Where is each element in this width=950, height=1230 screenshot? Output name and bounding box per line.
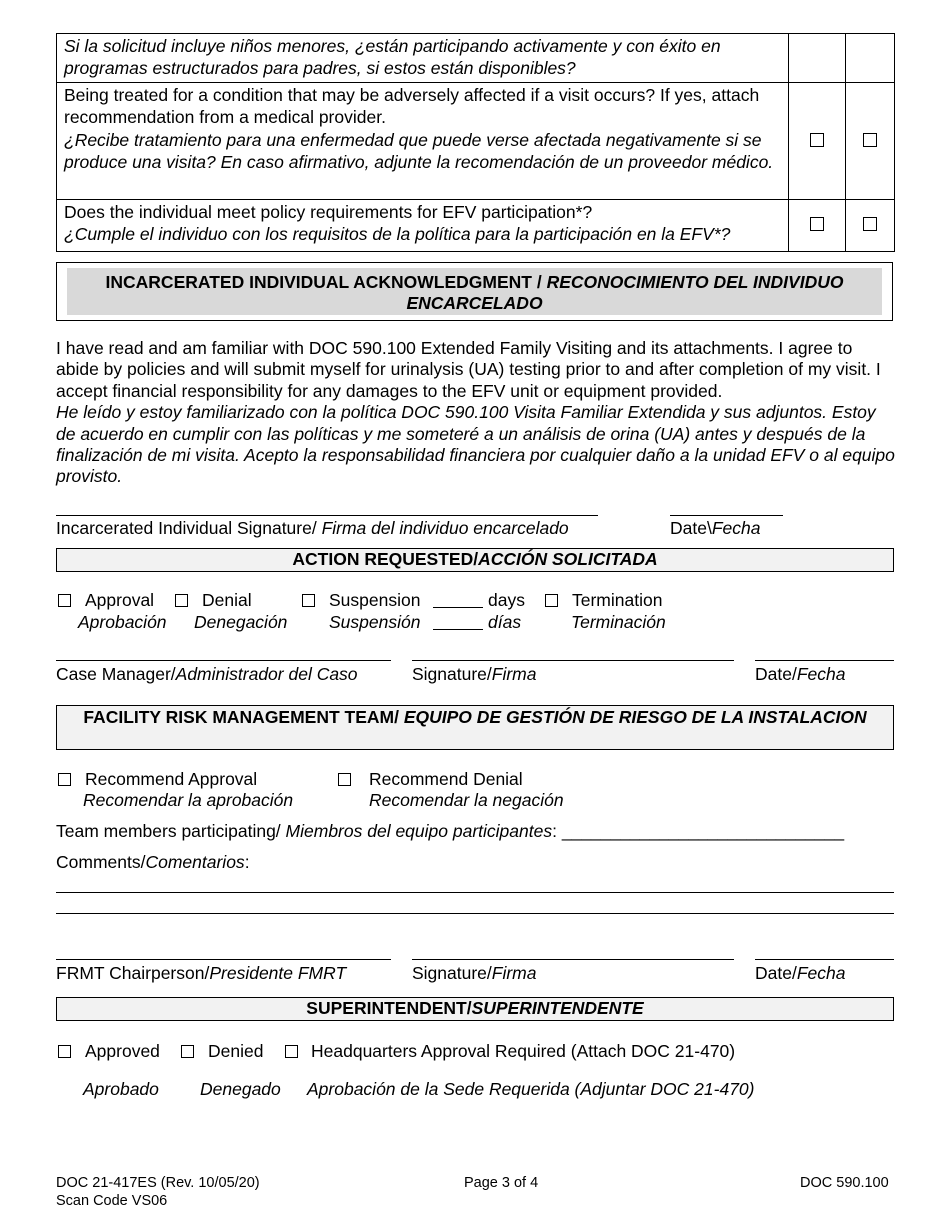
case-manager-date-label: Date/Fecha <box>755 664 846 684</box>
team-members-field[interactable]: Team members participating/ Miembros del equipo participantes: _____________________________ <box>56 821 845 841</box>
hq-approval-label-es: Aprobación de la Sede Requerida (Adjuntar DOC 21-470) <box>307 1079 755 1099</box>
action-requested-header: ACTION REQUESTED/ACCIÓN SOLICITADA <box>56 548 894 572</box>
question-row <box>57 83 895 200</box>
approval-label: Approval <box>85 590 155 610</box>
inmate-date-label: Date\Fecha <box>670 518 761 538</box>
no-checkbox[interactable] <box>863 133 877 147</box>
approval-label-es: Aprobación <box>78 612 167 632</box>
suspension-checkbox[interactable] <box>302 594 315 607</box>
acknowledgment-title-es: RECONOCIMIENTO DEL INDIVIDUO ENCARCELADO <box>406 272 844 313</box>
comments-label: Comments/Comentarios: <box>56 852 250 872</box>
recommend-denial-label-es: Recomendar la negación <box>369 790 564 810</box>
recommend-denial-label: Recommend Denial <box>369 769 523 789</box>
hq-approval-checkbox[interactable] <box>285 1045 298 1058</box>
question-en: Being treated for a condition that may be adversely affected if a visit occurs? If yes, attach recommendation from a medical provider. <box>64 85 760 127</box>
approval-checkbox[interactable] <box>58 594 71 607</box>
question-text <box>57 83 789 200</box>
suspension-days-field-es[interactable] <box>433 629 483 630</box>
acknowledgment-title-en: INCARCERATED INDIVIDUAL ACKNOWLEDGMENT / <box>105 272 547 292</box>
days-label: days <box>488 590 525 610</box>
chairperson-date-label: Date/Fecha <box>755 963 846 983</box>
questions-table <box>56 33 895 252</box>
inmate-signature-line[interactable] <box>56 515 598 516</box>
acknowledgment-text <box>56 338 896 488</box>
question-text <box>57 34 789 83</box>
approved-checkbox[interactable] <box>58 1045 71 1058</box>
frmt-header: FACILITY RISK MANAGEMENT TEAM/ EQUIPO DE GESTIÓN DE RIESGO DE LA INSTALACION <box>56 705 894 750</box>
comments-line[interactable] <box>56 892 894 893</box>
denial-checkbox[interactable] <box>175 594 188 607</box>
recommend-denial-checkbox[interactable] <box>338 773 351 786</box>
question-row <box>57 200 895 252</box>
scan-code: Scan Code VS06 <box>56 1193 168 1209</box>
suspension-days-field[interactable] <box>433 607 483 608</box>
suspension-label-es: Suspensión <box>329 612 421 632</box>
no-cell <box>846 200 895 252</box>
chairperson-signature-label: Signature/Firma <box>412 963 537 983</box>
denied-label-es: Denegado <box>200 1079 281 1099</box>
denial-label: Denial <box>202 590 252 610</box>
case-manager-signature-line[interactable] <box>412 660 734 661</box>
no-cell <box>846 34 895 83</box>
superintendent-header: SUPERINTENDENT/SUPERINTENDENTE <box>56 997 894 1021</box>
hq-approval-label: Headquarters Approval Required (Attach DOC 21-470) <box>311 1041 736 1061</box>
chairperson-signature-line[interactable] <box>412 959 734 960</box>
yes-cell <box>789 83 846 200</box>
chairperson-label: FRMT Chairperson/Presidente FMRT <box>56 963 347 983</box>
denied-label: Denied <box>208 1041 264 1061</box>
yes-checkbox[interactable] <box>810 133 824 147</box>
recommend-approval-label-es: Recomendar la aprobación <box>83 790 294 810</box>
form-number: DOC 21-417ES (Rev. 10/05/20) <box>56 1175 260 1191</box>
acknowledgment-header <box>56 262 893 321</box>
approved-label: Approved <box>85 1041 160 1061</box>
question-es: Si la solicitud incluye niños menores, ¿están participando activamente y con éxito en programas estructurados para padres, si estos están disponibles? <box>64 36 721 78</box>
case-manager-signature-label: Signature/Firma <box>412 664 537 684</box>
page-number: Page 3 of 4 <box>464 1175 539 1191</box>
denied-checkbox[interactable] <box>181 1045 194 1058</box>
recommend-approval-label: Recommend Approval <box>85 769 258 789</box>
termination-label: Termination <box>572 590 663 610</box>
case-manager-date-line[interactable] <box>755 660 894 661</box>
policy-number: DOC 590.100 <box>800 1175 889 1191</box>
chairperson-line[interactable] <box>56 959 391 960</box>
approved-label-es: Aprobado <box>83 1079 159 1099</box>
question-text <box>57 200 789 252</box>
inmate-date-line[interactable] <box>670 515 783 516</box>
termination-checkbox[interactable] <box>545 594 558 607</box>
acknowledgment-text-es: He leído y estoy familiarizado con la política DOC 590.100 Visita Familiar Extendida y sus adjuntos. Estoy de acuerdo en cumplir con las políticas y me someteré a un análisis de orina (UA) antes y después de la finalización de mi visita. Acepto la responsabilidad financiera por cualquier daño a la unidad EFV o al equipo provisto. <box>56 402 895 487</box>
chairperson-date-line[interactable] <box>755 959 894 960</box>
comments-line[interactable] <box>56 913 894 914</box>
question-row <box>57 34 895 83</box>
question-es: ¿Cumple el individuo con los requisitos de la política para la participación en la EFV*? <box>64 223 731 244</box>
recommend-approval-checkbox[interactable] <box>58 773 71 786</box>
suspension-label: Suspension <box>329 590 421 610</box>
days-label-es: días <box>488 612 522 632</box>
no-checkbox[interactable] <box>863 217 877 231</box>
inmate-signature-label: Incarcerated Individual Signature/ Firma del individuo encarcelado <box>56 518 569 538</box>
yes-checkbox[interactable] <box>810 217 824 231</box>
case-manager-label: Case Manager/Administrador del Caso <box>56 664 358 684</box>
question-en: Does the individual meet policy requirements for EFV participation*? <box>64 202 593 222</box>
yes-cell <box>789 34 846 83</box>
termination-label-es: Terminación <box>571 612 666 632</box>
question-es: ¿Recibe tratamiento para una enfermedad que puede verse afectada negativamente si se produce una visita? En caso afirmativo, adjunte la recomendación de un proveedor médico. <box>64 130 774 172</box>
yes-cell <box>789 200 846 252</box>
case-manager-line[interactable] <box>56 660 391 661</box>
acknowledgment-text-en: I have read and am familiar with DOC 590.100 Extended Family Visiting and its attachments. I agree to abide by policies and will submit myself for urinalysis (UA) testing prior to and after completion of my visit. I accept financial responsibility for any damages to the EFV unit or equipment provided. <box>56 338 881 401</box>
no-cell <box>846 83 895 200</box>
denial-label-es: Denegación <box>194 612 288 632</box>
